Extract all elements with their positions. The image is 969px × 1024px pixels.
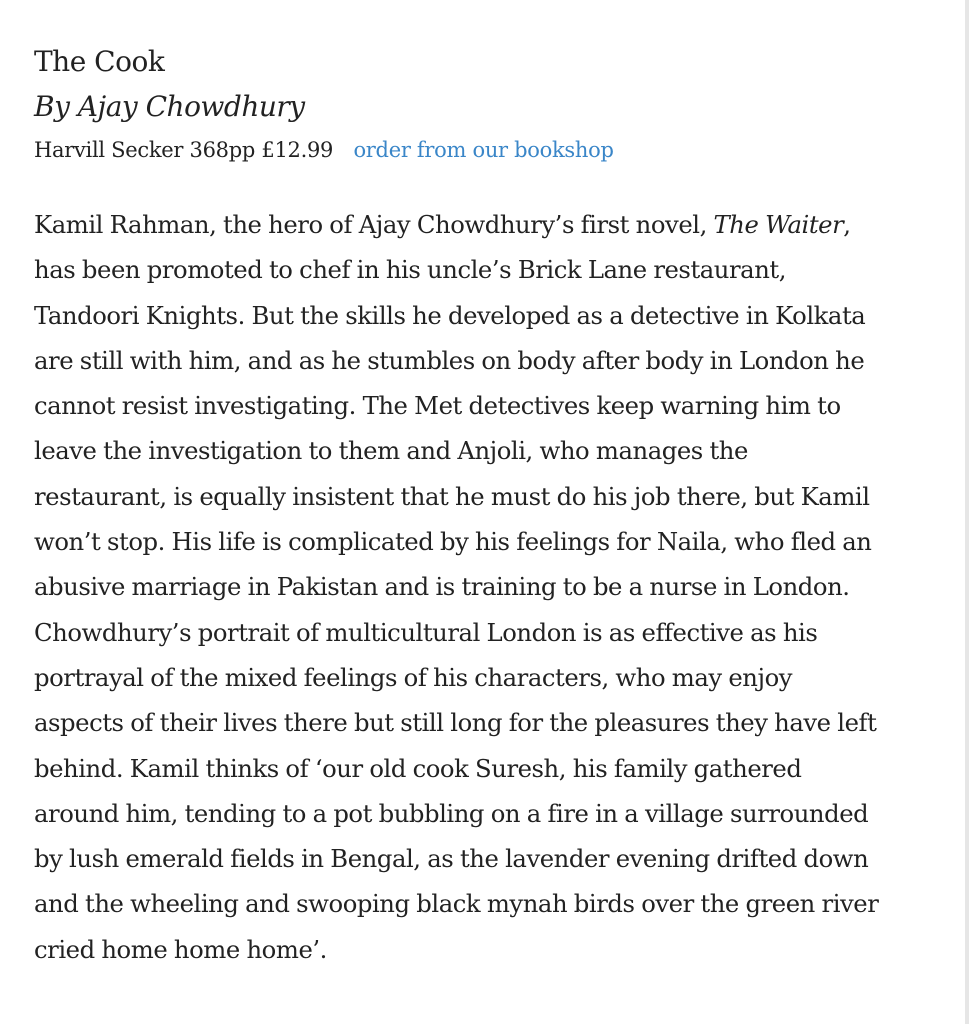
- book-price: £12.99: [261, 138, 334, 162]
- review-line-10: Chowdhury’s portrait of multicultural London is as effective as his: [34, 617, 818, 647]
- book-details: [34, 130, 934, 170]
- review-line-1-start: Kamil Rahman, the hero of Ajay Chowdhury’s first novel,: [34, 210, 714, 239]
- review-line-3: Tandoori Knights. But the skills he developed as a detective in Kolkata: [34, 300, 866, 330]
- review-line-1-end: ,: [843, 210, 851, 239]
- review-line-7: restaurant, is equally insistent that he must do his job there, but Kamil: [34, 481, 870, 511]
- page-edge: [965, 0, 969, 1024]
- review-line-4: are still with him, and as he stumbles on body after body in London he: [34, 345, 865, 375]
- review-line-2: has been promoted to chef in his uncle’s Brick Lane restaurant,: [34, 255, 786, 285]
- review-text: [34, 202, 934, 972]
- order-from-bookshop-link[interactable]: order from our bookshop: [353, 138, 614, 162]
- review-line-8: won’t stop. His life is complicated by his feelings for Naila, who fled an: [34, 527, 872, 557]
- review-line-6: leave the investigation to them and Anjoli, who manages the: [34, 436, 748, 466]
- review-line-9: abusive marriage in Pakistan and is training to be a nurse in London.: [34, 572, 850, 602]
- review-line-1: [34, 202, 934, 247]
- review-line-13: behind. Kamil thinks of ‘our old cook Suresh, his family gathered: [34, 753, 802, 783]
- review-line-11: portrayal of the mixed feelings of his characters, who may enjoy: [34, 662, 793, 692]
- review-line-12: aspects of their lives there but still long for the pleasures they have left: [34, 708, 877, 738]
- review-line-17: cried home home home’.: [34, 934, 327, 964]
- review-line-5: cannot resist investigating. The Met detectives keep warning him to: [34, 391, 841, 421]
- book-header: [34, 40, 934, 170]
- book-publisher: Harvill Secker: [34, 138, 184, 162]
- book-author: By Ajay Chowdhury: [34, 90, 305, 123]
- review-line-14: around him, tending to a pot bubbling on a fire in a village surrounded: [34, 798, 869, 828]
- book-pages: 368pp: [189, 138, 255, 162]
- book-title: The Cook: [34, 45, 165, 78]
- review-line-16: and the wheeling and swooping black mynah birds over the green river: [34, 889, 879, 919]
- book-review: [34, 40, 934, 972]
- first-novel-title: The Waiter: [713, 210, 844, 239]
- review-line-15: by lush emerald fields in Bengal, as the lavender evening drifted down: [34, 844, 869, 874]
